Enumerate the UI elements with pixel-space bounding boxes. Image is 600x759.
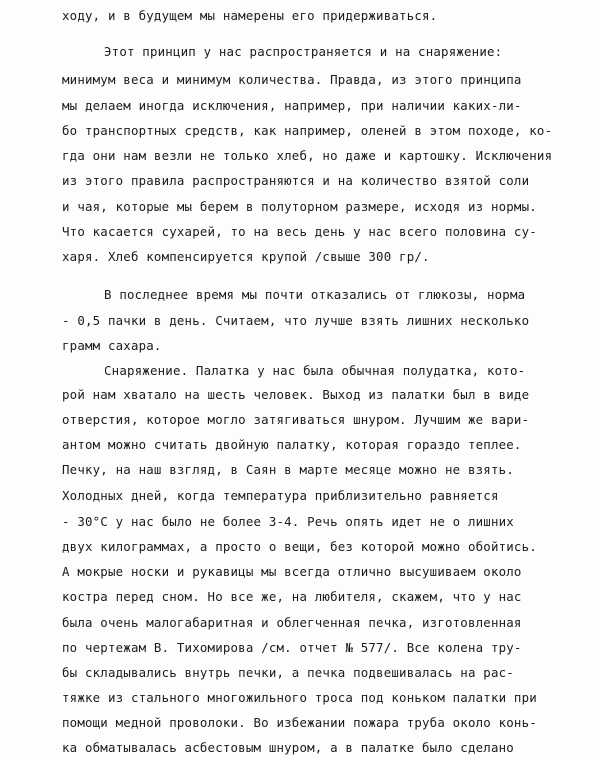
text-line: была очень малогабаритная и облегченная печка, изготовленная: [62, 615, 522, 630]
text-line: из этого правила распространяются и на количество взятой соли: [62, 173, 530, 188]
text-line: - 0,5 пачки в день. Считаем, что лучше взять лишних несколько: [62, 313, 530, 328]
text-line: костра перед сном. Но все же, на любителя, скажем, что у нас: [62, 589, 522, 604]
text-line: ходу, и в будущем мы намерены его придерживаться.: [62, 8, 438, 23]
text-line: по чертежам В. Тихомирова /см. отчет № 577/. Все колена тру-: [62, 640, 522, 655]
text-line: Снаряжение. Палатка у нас была обычная полудатка, кото-: [104, 363, 526, 378]
text-line: двух килограммах, а просто о вещи, без которой можно обойтись.: [62, 539, 537, 554]
text-line: тяжке из стального многожильного троса под коньком палатки при: [62, 690, 537, 705]
text-line: мы делаем иногда исключения, например, при наличии каких-ли-: [62, 98, 522, 113]
text-line: Этот принцип у нас распространяется и на снаряжение:: [104, 44, 503, 59]
text-line: - 30°С у нас было не более 3-4. Речь опять идет не о лишних: [62, 514, 514, 529]
text-line: Что касается сухарей, то на весь день у нас всего половина су-: [62, 224, 537, 239]
text-line: отверстия, которое могло затягиваться шнуром. Лучшим же вари-: [62, 412, 530, 427]
text-line: рой нам хватало на шесть человек. Выход из палатки был в виде: [62, 387, 530, 402]
text-line: ка обматывалась асбестовым шнуром, а в палатке было сделано: [62, 740, 514, 755]
text-line: Холодных дней, когда температура приблизительно равняется: [62, 488, 499, 503]
text-line: минимум веса и минимум количества. Правда, из этого принципа: [62, 72, 522, 87]
text-line: А мокрые носки и рукавицы мы всегда отлично высушиваем около: [62, 564, 522, 579]
text-line: бы складывались внутрь печки, а печка подвешивалась на рас-: [62, 665, 514, 680]
text-line: помощи медной проволоки. Во избежании пожара труба около конь-: [62, 715, 537, 730]
text-line: гда они нам везли не только хлеб, но даже и картошку. Исключения: [62, 148, 553, 163]
text-line: Печку, на наш взгляд, в Саян в марте месяце можно не взять.: [62, 462, 514, 477]
text-line: В последнее время мы почти отказались от глюкозы, норма: [104, 287, 526, 302]
text-line: бо транспортных средств, как например, оленей в этом походе, ко-: [62, 123, 553, 138]
text-line: харя. Хлеб компенсируется крупой /свыше 300 гр/.: [62, 249, 430, 264]
text-line: и чая, которые мы берем в полуторном размере, исходя из нормы.: [62, 199, 537, 214]
text-line: грамм сахара.: [62, 338, 162, 353]
text-line: антом можно считать двойную палатку, которая гораздо теплее.: [62, 437, 522, 452]
